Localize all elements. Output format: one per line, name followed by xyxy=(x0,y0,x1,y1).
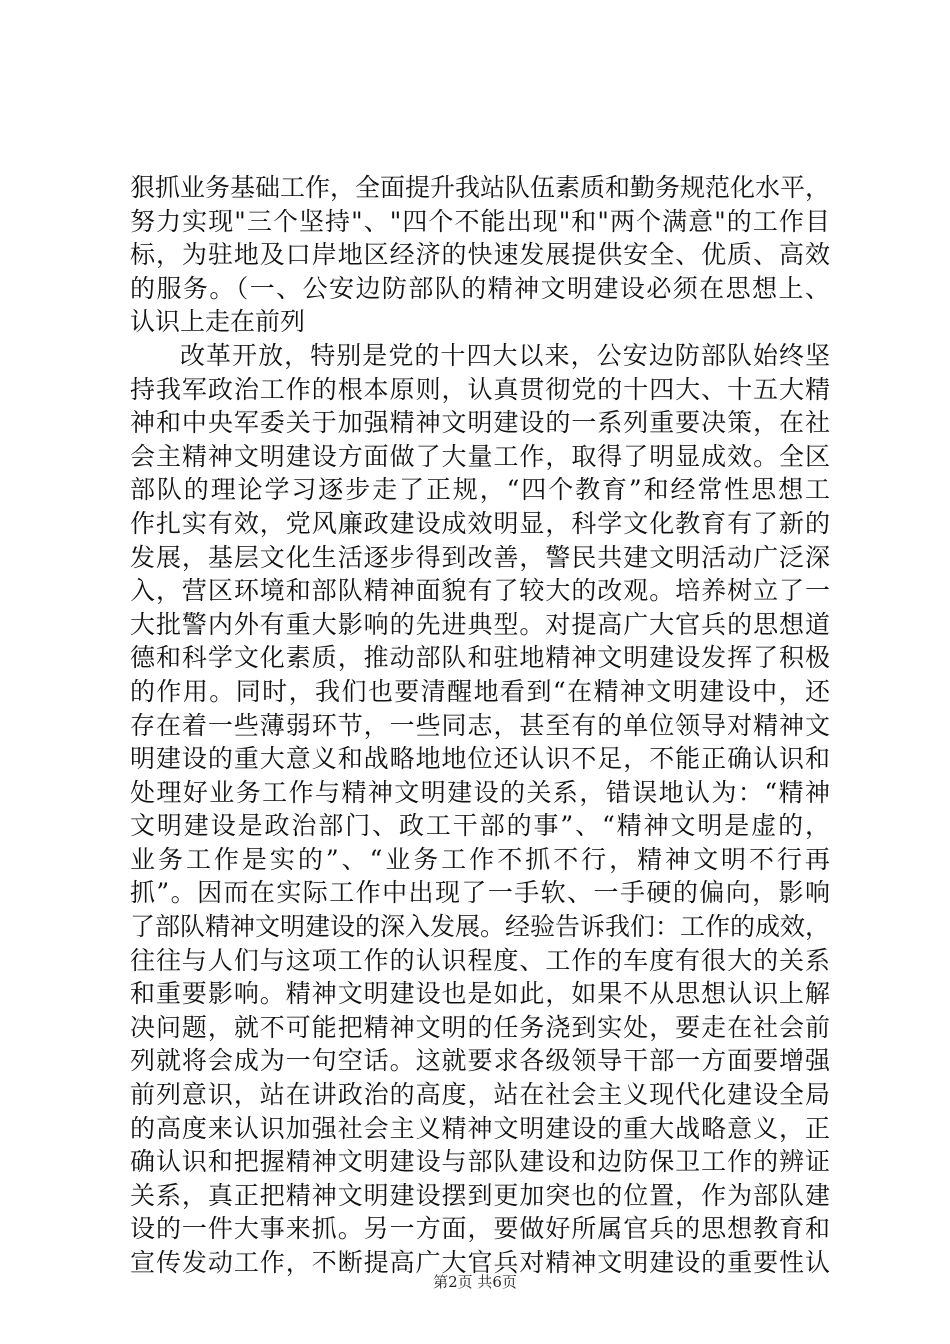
text-line: 的服务。（一、公安边防部队的精神文明建设必须在思想上、 xyxy=(130,273,830,303)
text-line: 改革开放，特别是党的十四大以来，公安边防部队始终坚 xyxy=(180,340,830,370)
text-line: 关系，真正把精神文明建设摆到更加突也的位置，作为部队建 xyxy=(130,1180,830,1210)
text-line: 作扎实有效，党风廉政建设成效明显，科学文化教育有了新的 xyxy=(130,508,830,538)
body-text xyxy=(130,171,830,1280)
text-line: 设的一件大事来抓。另一方面，要做好所属官兵的思想教育和 xyxy=(130,1214,830,1244)
text-line: 神和中央军委关于加强精神文明建设的一系列重要决策，在社 xyxy=(130,408,830,438)
text-line: 列就将会成为一句空话。这就要求各级领导干部一方面要增强 xyxy=(130,1046,830,1076)
text-line: 部队的理论学习逐步走了正规，“四个教育”和经常性思想工 xyxy=(130,475,830,505)
paragraph-1 xyxy=(130,171,830,339)
text-line: 大批警内外有重大影响的先进典型。对提高广大官兵的思想道 xyxy=(130,609,830,639)
text-line: 标，为驻地及口岸地区经济的快速发展提供安全、优质、高效 xyxy=(130,240,830,270)
text-line: 的高度来认识加强社会主义精神文明建设的重大战略意义，正 xyxy=(130,1113,830,1143)
page-number-footer: 第2页 共6页 xyxy=(433,1273,517,1291)
text-line: 和重要影响。精神文明建设也是如此，如果不从思想认识上解 xyxy=(130,979,830,1009)
text-line: 确认识和把握精神文明建设与部队建设和边防保卫工作的辨证 xyxy=(130,1147,830,1177)
text-line: 存在着一些薄弱环节，一些同志，甚至有的单位领导对精神文 xyxy=(130,710,830,740)
text-line: 的作用。同时，我们也要清醒地看到“在精神文明建设中，还 xyxy=(130,676,830,706)
text-line: 决问题，就不可能把精神文明的任务浇到实处，要走在社会前 xyxy=(130,1012,830,1042)
text-line: 宣传发动工作，不断提高广大官兵对精神文明建设的重要性认 xyxy=(130,1248,830,1277)
text-line: 文明建设是政治部门、政工干部的事”、“精神文明是虚的， xyxy=(130,811,830,841)
text-line: 入，营区环境和部队精神面貌有了较大的改观。培养树立了一 xyxy=(130,576,830,606)
text-line: 前列意识，站在讲政治的高度，站在社会主义现代化建设全局 xyxy=(130,1080,830,1110)
paragraph-2 xyxy=(130,339,830,1280)
text-line: 处理好业务工作与精神文明建设的关系，错误地认为：“精神 xyxy=(130,777,830,807)
text-line: 了部队精神文明建设的深入发展。经验告诉我们：工作的成效， xyxy=(130,912,831,942)
text-line: 业务工作是实的”、“业务工作不抓不行，精神文明不行再 xyxy=(130,844,830,874)
text-line: 狠抓业务基础工作，全面提升我站队伍素质和勤务规范化水平， xyxy=(130,173,831,202)
text-line: 会主精神文明建设方面做了大量工作，取得了明显成效。全区 xyxy=(130,441,830,471)
section-heading-line: 认识上走在前列 xyxy=(130,307,306,337)
text-line: 明建设的重大意义和战略地地位还认识不足，不能正确认识和 xyxy=(130,744,830,774)
text-line: 往往与人们与这项工作的认识程度、工作的车度有很大的关系 xyxy=(130,945,830,975)
text-line: 努力实现"三个坚持"、"四个不能出现"和"两个满意"的工作目 xyxy=(130,206,830,236)
text-line: 抓”。因而在实际工作中出现了一手软、一手硬的偏向，影响 xyxy=(130,878,830,908)
text-line: 发展，基层文化生活逐步得到改善，警民共建文明活动广泛深 xyxy=(130,542,830,572)
text-line: 德和科学文化素质，推动部队和驻地精神文明建设发挥了积极 xyxy=(130,643,830,673)
text-line: 持我军政治工作的根本原则，认真贯彻党的十四大、十五大精 xyxy=(130,374,830,404)
